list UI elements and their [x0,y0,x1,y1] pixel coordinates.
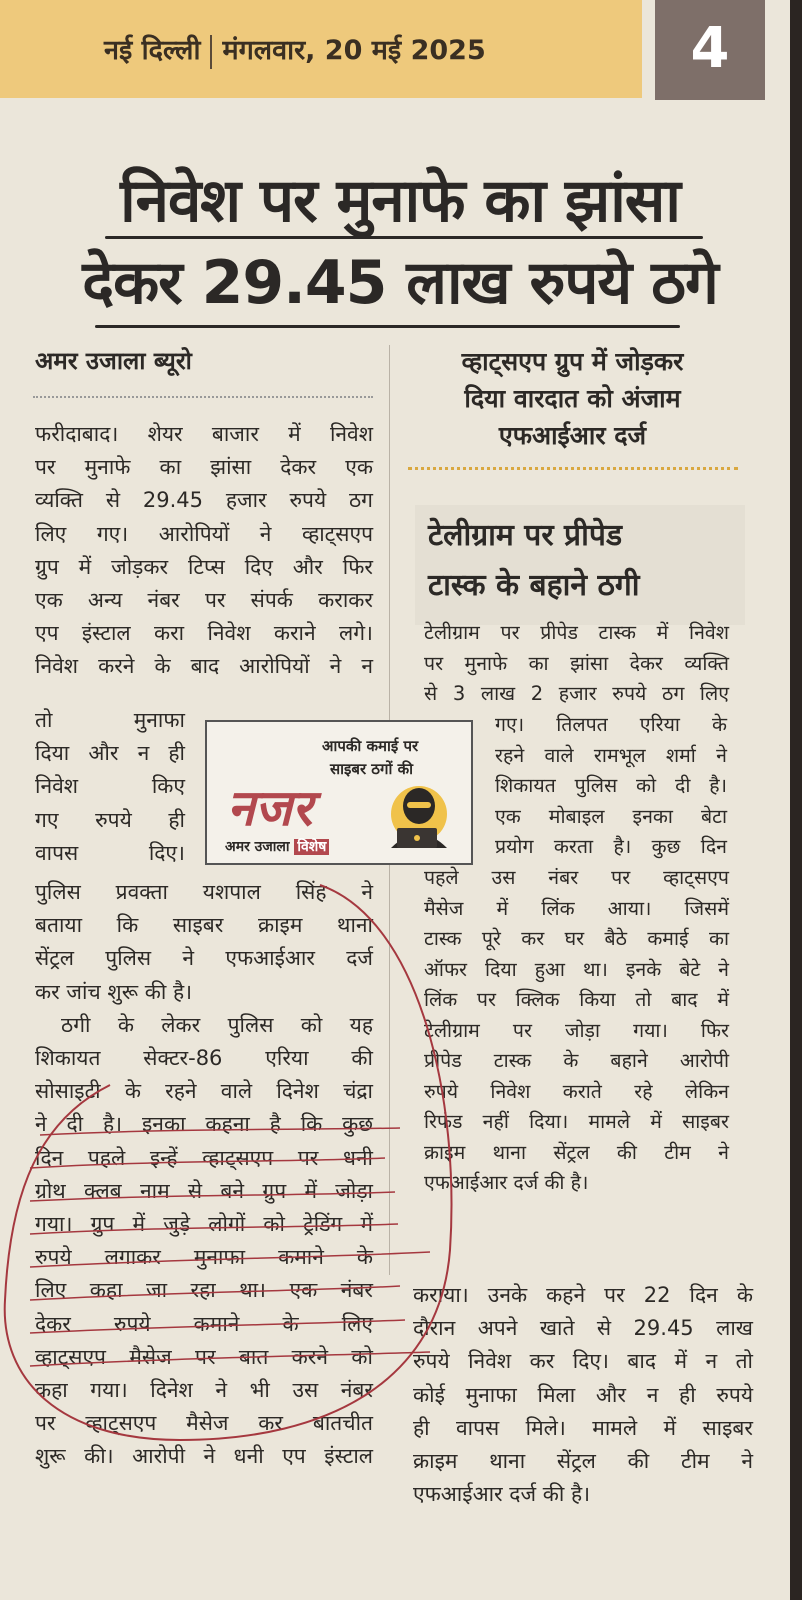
text-line: रिफंड नहीं दिया। मामले में साइबर [424,1110,729,1133]
text-line: टेलीग्राम पर जोड़ा गया। फिर [424,1018,729,1042]
text-line: रुपये निवेश कर दिए। बाद में न तो [413,1349,753,1374]
text-line: रुपये निवेश कराते रहे लेकिन [424,1079,729,1103]
inset-brand: नजर [227,779,313,837]
inset-footer [225,837,329,856]
text-line: दिन पहले इन्हें व्हाट्सएप पर धनी [35,1145,373,1170]
text-line: व्हाट्सएप मैसेज पर बात करने को [35,1344,373,1369]
text-line: एफआईआर दर्ज की है। [413,1482,591,1507]
byline-rule [33,396,373,399]
header-date: मंगलवार, 20 मई 2025 [222,35,486,66]
headline-underline-2 [95,325,680,328]
text-line: दिया और न ही [35,741,185,766]
main-story-lower [35,876,373,1474]
side-story-top [424,618,729,710]
side-story-title-line1: टेलीग्राम पर प्रीपेड [428,518,622,553]
header-city: नई दिल्ली [104,35,201,66]
text-line: पर मुनाफे का झांसा देकर व्यक्ति [424,651,729,675]
headline-line1: निवेश पर मुनाफे का झांसा [120,166,680,236]
headline [30,160,770,324]
deck-line: एफआईआर दर्ज [498,421,647,450]
header-separator [210,35,212,69]
text-line: ऑफर दिया हुआ था। इनके बेटे ने [424,957,729,981]
text-line: गए रुपये ही [35,807,185,832]
main-story-top [35,418,373,684]
text-line: कोई मुनाफा मिला और न ही रुपये [413,1382,753,1407]
hacker-icon [369,782,459,852]
text-line: लिए गए। आरोपियों ने व्हाट्सएप [35,521,373,546]
main-story-continued [413,1279,753,1511]
text-line: शुरू की। आरोपी ने धनी एप इंस्टाल [35,1444,373,1469]
text-line: मैसेज में लिंक आया। जिसमें [424,896,729,920]
text-line: गए। तिलपत एरिया के [495,713,727,736]
text-line: निवेश करने के बाद आरोपियों ने न [35,654,373,679]
text-line: बताया कि साइबर क्राइम थाना [35,913,373,938]
text-line: क्राइम थाना सेंट्रल की टीम ने [413,1449,753,1474]
text-line: टेलीग्राम पर प्रीपेड टास्क में निवेश [424,621,729,644]
text-line: रहने वाले रामभूल शर्मा ने [495,743,727,767]
text-line: गया। ग्रुप में जुड़े लोगों को ट्रेडिंग में [35,1212,373,1237]
deck-line: दिया वारदात को अंजाम [464,384,681,413]
header-dateline [104,30,486,69]
text-line: कर जांच शुरू की है। [35,979,193,1004]
text-line: लिंक पर क्लिक किया तो बाद में [424,988,729,1011]
text-line: पर मुनाफे का झांसा देकर एक [35,455,373,480]
inset-footer-main: अमर उजाला [225,839,290,855]
text-line: कहा गया। दिनेश ने भी उस नंबर [35,1378,373,1403]
side-story-title-line2: टास्क के बहाने ठगी [428,568,640,603]
side-story-lower [424,863,729,1199]
text-line: एक मोबाइल इनका बेटा [495,804,727,828]
text-line: पुलिस प्रवक्ता यशपाल सिंह ने [35,880,373,904]
text-line: शिकायत पुलिस को दी है। [495,774,727,797]
text-line: एफआईआर दर्ज की है। [424,1171,589,1194]
text-line: क्राइम थाना सेंट्रल की टीम ने [424,1140,729,1164]
headline-underline-1 [105,236,703,239]
text-line: एप इंस्टाल करा निवेश कराने लगे। [35,621,373,646]
inset-tagline-1: आपकी कमाई पर [322,737,419,755]
text-line: ग्रुप में जोड़कर टिप्स दिए और फिर [35,554,373,579]
page-number: 4 [655,0,765,100]
text-line: वापस दिए। [35,840,185,865]
text-line: सोसाइटी के रहने वाले दिनेश चंद्रा [35,1079,373,1104]
inset-footer-highlight: विशेष [294,839,329,855]
text-line: एक अन्य नंबर पर संपर्क कराकर [35,588,373,613]
text-line: दौरान अपने खाते से 29.45 लाख [413,1316,753,1341]
text-line: सेंट्रल पुलिस ने एफआईआर दर्ज [35,946,373,971]
text-line: लिए कहा जा रहा था। एक नंबर [35,1278,373,1303]
text-line: पर व्हाट्सएप मैसेज कर बातचीत [35,1411,373,1436]
text-line: व्यक्ति से 29.45 हजार रुपये ठग [35,488,373,513]
text-line: फरीदाबाद। शेयर बाजार में निवेश [35,422,373,446]
headline-line2: देकर 29.45 लाख रुपये ठगे [82,248,718,318]
side-story-wrap [495,710,727,863]
deck-rule [408,467,738,470]
side-story-title [428,511,640,611]
text-line: टास्क पूरे कर घर बैठे कमाई का [424,927,729,950]
text-line: तो मुनाफा [35,708,185,732]
text-line: निवेश किए [35,774,185,799]
inset-tagline-2: साइबर ठगों की [330,760,413,778]
text-line: ही वापस मिले। मामले में साइबर [413,1415,753,1440]
text-line: शिकायत सेक्टर-86 एरिया की [35,1046,373,1071]
byline: अमर उजाला ब्यूरो [35,347,192,375]
text-line: से 3 लाख 2 हजार रुपये ठग लिए [424,682,729,705]
text-line: प्रयोग करता है। कुछ दिन [495,835,727,858]
text-line: ठगी के लेकर पुलिस को यह [61,1012,373,1037]
deck [410,343,735,454]
feature-inset [205,720,473,865]
text-line: ने दी है। इनका कहना है कि कुछ [35,1112,373,1137]
text-line: ग्रोथ क्लब नाम से बने ग्रुप में जोड़ा [35,1178,373,1203]
page-edge [790,0,802,1600]
text-line: पहले उस नंबर पर व्हाट्सएप [424,866,729,889]
deck-line: व्हाट्सएप ग्रुप में जोड़कर [461,347,684,376]
text-line: प्रीपेड टास्क के बहाने आरोपी [424,1049,729,1072]
main-story-wrap [35,704,185,870]
text-line: रुपये लगाकर मुनाफा कमाने के [35,1245,373,1270]
text-line: देकर रुपये कमाने के लिए [35,1311,373,1336]
text-line: कराया। उनके कहने पर 22 दिन के [413,1283,753,1307]
